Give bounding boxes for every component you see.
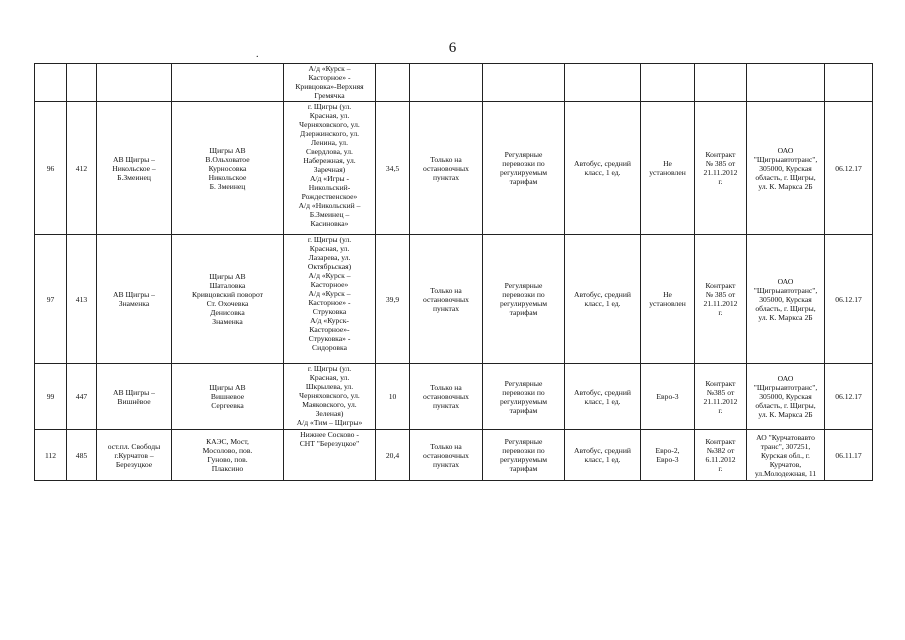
route-name-cell xyxy=(97,64,172,102)
table-row xyxy=(35,364,873,430)
boarding-cell: Только на остановочных пунктах xyxy=(410,102,483,235)
path-cell: г. Щигры (ул. Красная, ул. Лазарева, ул. Октябрьская) А/д «Курск – Касторное» А/д «Курск – Касторное» - Струковка А/д «Курск- Касторное»- Струковка» - Сидоровка xyxy=(284,235,376,364)
length-cell: 10 xyxy=(376,364,410,430)
row-number-cell: 97 xyxy=(35,235,67,364)
boarding-cell: Только на остановочных пунктах xyxy=(410,430,483,481)
carrier-cell: ОАО "Щигрыавтотранс", 305000, Курская область, г. Щигры, ул. К. Маркса 2Б xyxy=(747,235,825,364)
vehicle-cell: Автобус, средний класс, 1 ед. xyxy=(565,364,641,430)
path-cell: г. Щигры (ул. Красная, ул. Черняховского, ул. Дзержинского, ул. Ленина, ул. Свердлова, ул. Набережная, ул. Заречная) А/д «Игры - Никольский- Рождественское» А/д «Никольский – Б.Змеинец – Касиновка» xyxy=(284,102,376,235)
path-cell: А/д «Курск – Касторное» - Кривцовка»-Верхняя Гремячка xyxy=(284,64,376,102)
route-number-cell: 447 xyxy=(67,364,97,430)
table-row xyxy=(35,430,873,481)
boarding-cell: Только на остановочных пунктах xyxy=(410,364,483,430)
vehicle-cell: Автобус, средний класс, 1 ед. xyxy=(565,102,641,235)
date-cell: 06.12.17 xyxy=(825,364,873,430)
tariff-type-cell xyxy=(483,64,565,102)
contract-cell: Контракт № 385 от 21.11.2012 г. xyxy=(695,235,747,364)
tariff-type-cell: Регулярные перевозки по регулируемым тарифам xyxy=(483,102,565,235)
eco-class-cell: Евро-2, Евро-3 xyxy=(641,430,695,481)
contract-cell: Контракт №385 от 21.11.2012 г. xyxy=(695,364,747,430)
carrier-cell: АО "Курчатовавто транс", 307251, Курская обл., г. Курчатов, ул.Молодежная, 11 xyxy=(747,430,825,481)
date-cell: 06.12.17 xyxy=(825,235,873,364)
carrier-cell: ОАО "Щигрыавтотранс", 305000, Курская область, г. Щигры, ул. К. Маркса 2Б xyxy=(747,364,825,430)
eco-class-cell: Евро-3 xyxy=(641,364,695,430)
contract-cell xyxy=(695,64,747,102)
length-cell xyxy=(376,64,410,102)
table-row xyxy=(35,64,873,102)
carrier-cell xyxy=(747,64,825,102)
path-cell: Нижнее Сосково - СНТ "Березуцкое" xyxy=(284,430,376,481)
length-cell: 20,4 xyxy=(376,430,410,481)
row-number-cell: 96 xyxy=(35,102,67,235)
stops-cell xyxy=(172,64,284,102)
row-number-cell: 99 xyxy=(35,364,67,430)
route-name-cell: АВ Щигры – Никольское – Б.Змеинец xyxy=(97,102,172,235)
route-name-cell: АВ Щигры – Знаменка xyxy=(97,235,172,364)
tariff-type-cell: Регулярные перевозки по регулируемым тарифам xyxy=(483,364,565,430)
path-cell: г. Щигры (ул. Красная, ул. Шкрылева, ул. Черняховского, ул. Маяковского, ул. Зеленая) А/д «Тим – Щигры» xyxy=(284,364,376,430)
carrier-cell: ОАО "Щигрыавтотранс", 305000, Курская область, г. Щигры, ул. К. Маркса 2Б xyxy=(747,102,825,235)
row-number-cell: 112 xyxy=(35,430,67,481)
length-cell: 39,9 xyxy=(376,235,410,364)
vehicle-cell: Автобус, средний класс, 1 ед. xyxy=(565,430,641,481)
route-name-cell: АВ Щигры – Вишнёвое xyxy=(97,364,172,430)
route-number-cell: 413 xyxy=(67,235,97,364)
stops-cell: Щигры АВ Вишневое Сергеевка xyxy=(172,364,284,430)
tariff-type-cell: Регулярные перевозки по регулируемым тарифам xyxy=(483,235,565,364)
route-registry-table xyxy=(34,63,873,481)
route-name-cell: ост.пл. Свободы г.Курчатов – Березуцкое xyxy=(97,430,172,481)
contract-cell: Контракт №382 от 6.11.2012 г. xyxy=(695,430,747,481)
contract-cell: Контракт № 385 от 21.11.2012 г. xyxy=(695,102,747,235)
route-number-cell xyxy=(67,64,97,102)
length-cell: 34,5 xyxy=(376,102,410,235)
table-row xyxy=(35,102,873,235)
vehicle-cell: Автобус, средний класс, 1 ед. xyxy=(565,235,641,364)
stops-cell: Щигры АВ В.Ольховатое Курносовка Никольское Б. Змеинец xyxy=(172,102,284,235)
vehicle-cell xyxy=(565,64,641,102)
boarding-cell xyxy=(410,64,483,102)
tariff-type-cell: Регулярные перевозки по регулируемым тарифам xyxy=(483,430,565,481)
stops-cell: КАЭС, Мост, Мосолово, пов. Гуново, пов. Плаксино xyxy=(172,430,284,481)
boarding-cell: Только на остановочных пунктах xyxy=(410,235,483,364)
eco-class-cell: Не установлен xyxy=(641,235,695,364)
eco-class-cell xyxy=(641,64,695,102)
stops-cell: Щигры АВ Шаталовка Кривцовский поворот Ст. Охочевка Денисовка Знаменка xyxy=(172,235,284,364)
date-cell xyxy=(825,64,873,102)
eco-class-cell: Не установлен xyxy=(641,102,695,235)
date-cell: 06.12.17 xyxy=(825,102,873,235)
date-cell: 06.11.17 xyxy=(825,430,873,481)
row-number-cell xyxy=(35,64,67,102)
route-number-cell: 485 xyxy=(67,430,97,481)
stray-mark: . xyxy=(256,49,259,60)
route-number-cell: 412 xyxy=(67,102,97,235)
page-number: 6 xyxy=(448,40,457,56)
table-row xyxy=(35,235,873,364)
